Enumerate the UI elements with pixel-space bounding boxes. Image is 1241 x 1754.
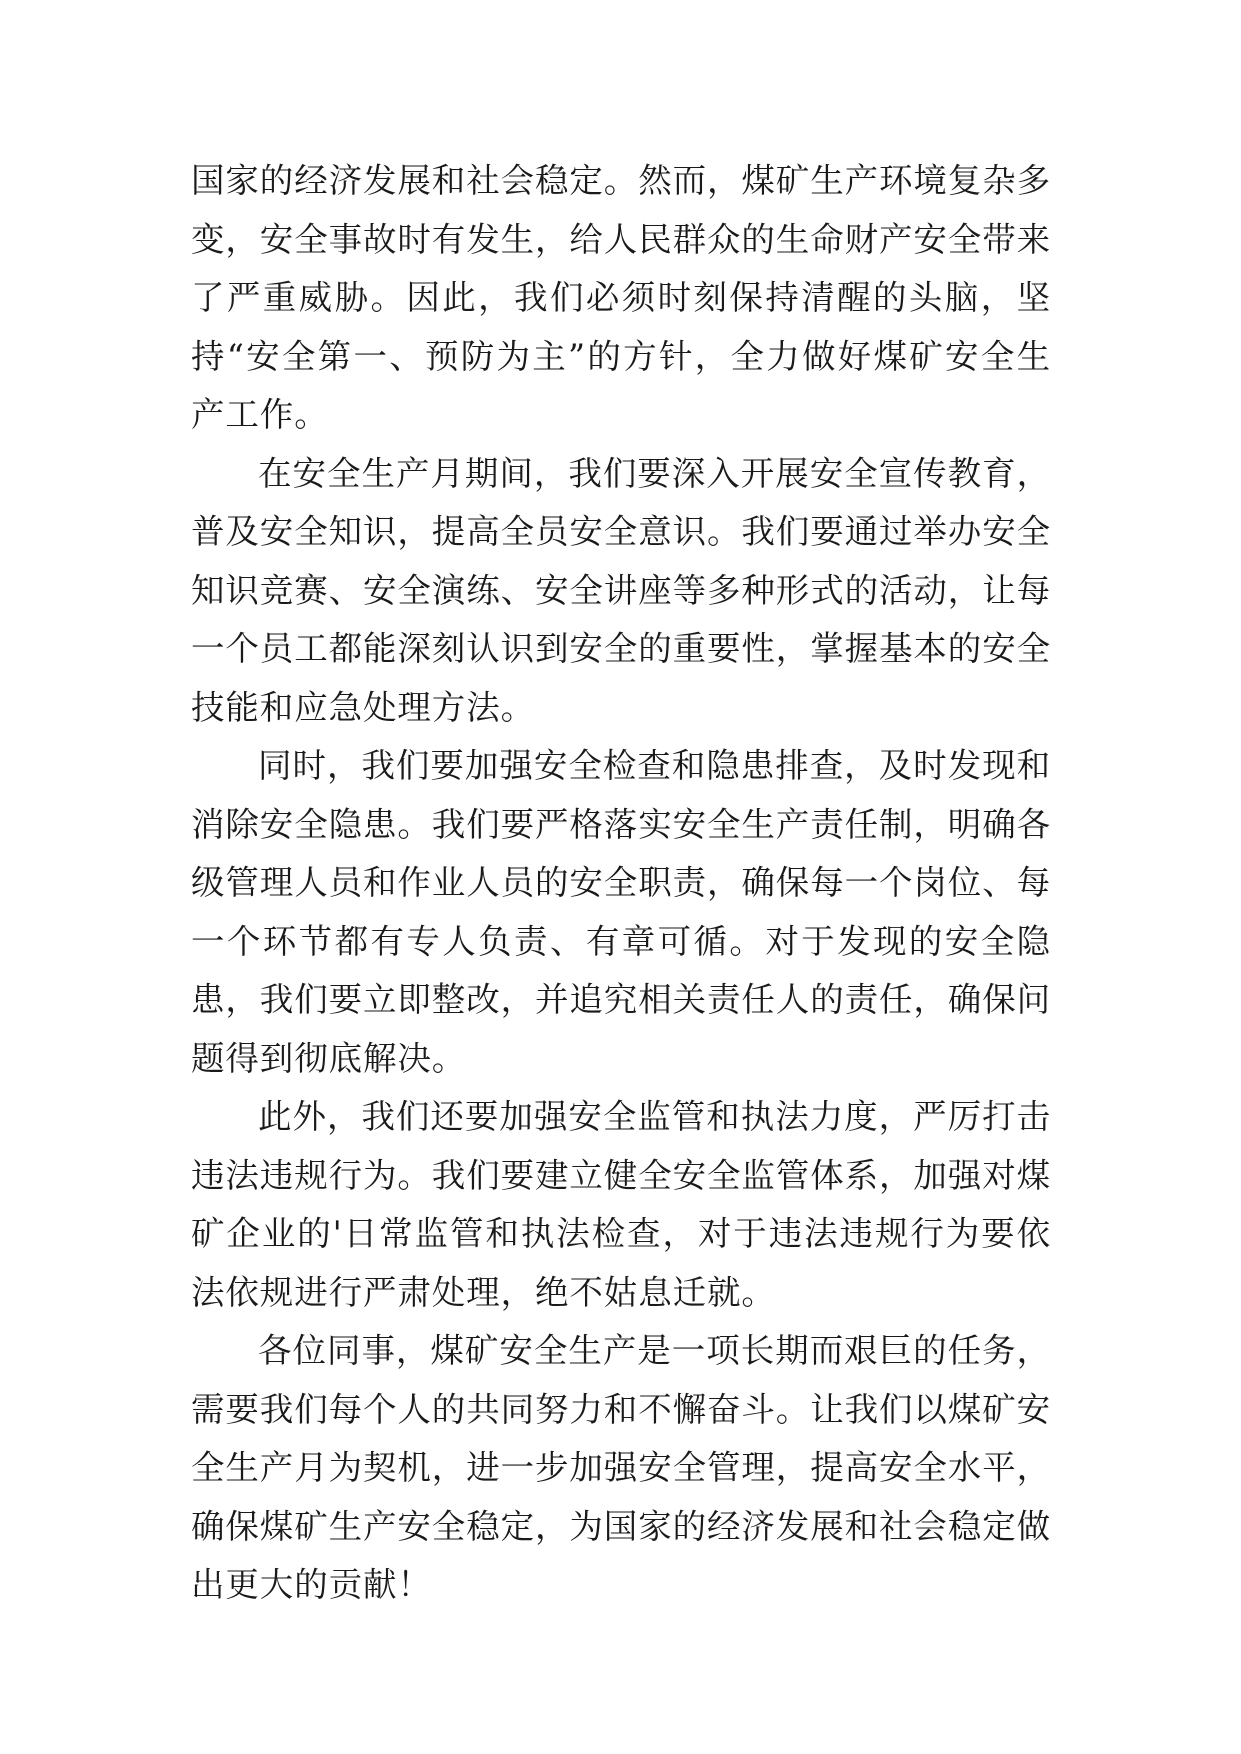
paragraph-5: 各位同事，煤矿安全生产是一项长期而艰巨的任务，需要我们每个人的共同努力和不懈奋斗。让我们以煤矿安全生产月为契机，进一步加强安全管理，提高安全水平，确保煤矿生产安全稳定，为国家的经济发展和社会稳定做出更大的贡献！ — [191, 1331, 1051, 1604]
document-body — [191, 152, 1051, 1615]
paragraph-3: 同时，我们要加强安全检查和隐患排查，及时发现和消除安全隐患。我们要严格落实安全生产责任制，明确各级管理人员和作业人员的安全职责，确保每一个岗位、每一个环节都有专人负责、有章可循。对于发现的安全隐患，我们要立即整改，并追究相关责任人的责任，确保问题得到彻底解决。 — [191, 746, 1051, 1078]
paragraph-4: 此外，我们还要加强安全监管和执法力度，严厉打击违法违规行为。我们要建立健全安全监管体系，加强对煤矿企业的'日常监管和执法检查，对于违法违规行为要依法依规进行严肃处理，绝不姑息迁就。 — [191, 1097, 1051, 1312]
paragraph-2: 在安全生产月期间，我们要深入开展安全宣传教育，普及安全知识，提高全员安全意识。我们要通过举办安全知识竞赛、安全演练、安全讲座等多种形式的活动，让每一个员工都能深刻认识到安全的重要性，掌握基本的安全技能和应急处理方法。 — [191, 453, 1051, 727]
paragraph-1: 国家的经济发展和社会稳定。然而，煤矿生产环境复杂多变，安全事故时有发生，给人民群众的生命财产安全带来了严重威胁。因此，我们必须时刻保持清醒的头脑，坚持“安全第一、预防为主”的方针，全力做好煤矿安全生产工作。 — [191, 161, 1051, 434]
